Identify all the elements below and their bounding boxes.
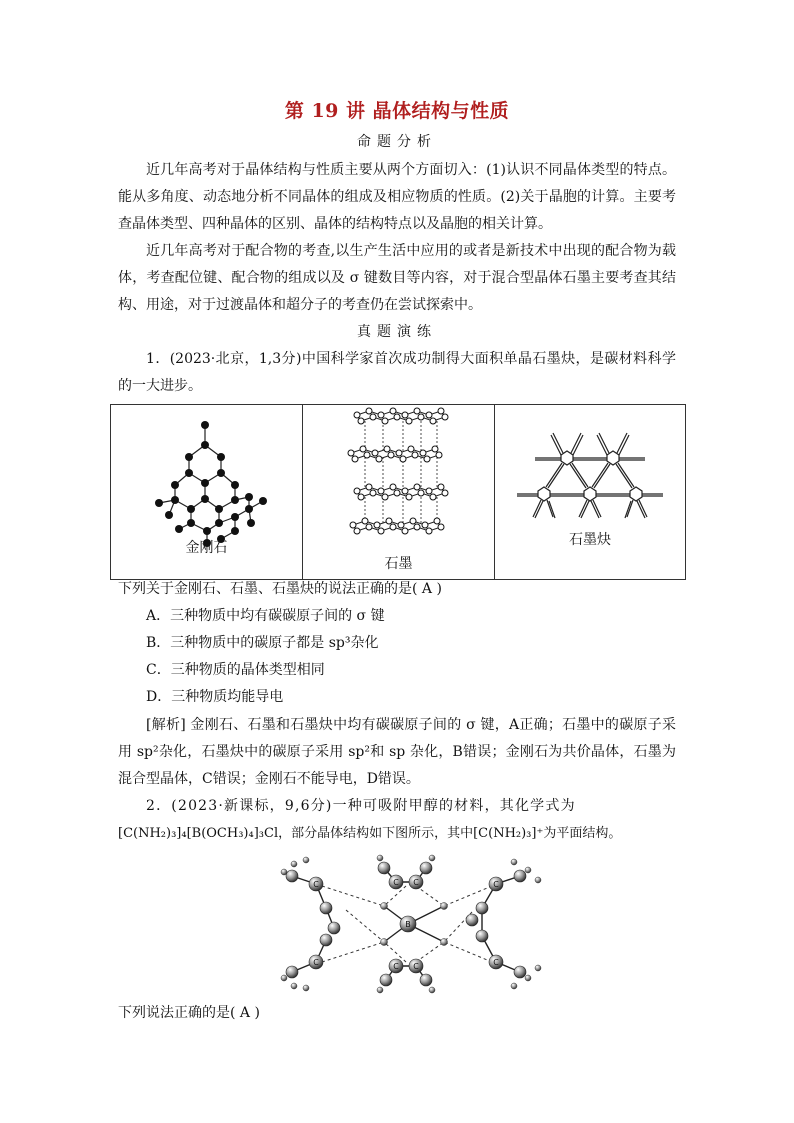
graphdiyne-cell — [495, 405, 685, 579]
diamond-structure-diagram — [111, 405, 302, 555]
boron-label: B — [405, 920, 411, 929]
graphite-caption: 石墨 — [384, 556, 413, 572]
diamond-caption: 金刚石 — [185, 540, 228, 556]
q1-analysis: [解析] 金刚石、石墨和石墨炔中均有碳碳原子间的 σ 键，A正确；石墨中的碳原子采用 sp²杂化，石墨炔中的碳原子采用 sp²和 sp 杂化，B错误；金刚石为共价晶体，石墨为混合型晶体，C错误；金刚石不能导电，D错误。 — [118, 717, 676, 787]
graphite-structure-diagram — [303, 405, 494, 555]
q1-stem: 1．(2023·北京，1,3分)中国科学家首次成功制得大面积单晶石墨炔，是碳材料科学的一大进步。 — [118, 351, 676, 394]
carbon-label: C — [313, 880, 319, 889]
q2-question: 下列说法正确的是( A ) — [118, 1005, 260, 1021]
carbon-label: C — [393, 962, 399, 971]
carbon-label: C — [413, 878, 419, 887]
q1-option-b: B．三种物质中的碳原子都是 sp³杂化 — [146, 635, 379, 651]
section-heading-practice: 真题演练 — [357, 324, 437, 340]
carbon-label: C — [413, 962, 419, 971]
diamond-cell — [111, 405, 303, 579]
q1-option-a: A．三种物质中均有碳碳原子间的 σ 键 — [146, 608, 385, 624]
q1-option-d: D．三种物质均能导电 — [146, 689, 284, 705]
q1-question: 下列关于金刚石、石墨、石墨炔的说法正确的是( A ) — [118, 581, 442, 597]
carbon-label: C — [313, 958, 319, 967]
analysis-paragraph-1: 近几年高考对于晶体结构与性质主要从两个方面切入：(1)认识不同晶体类型的特点。能从多角度、动态地分析不同晶体的组成及相应物质的性质。(2)关于晶胞的计算。主要考查晶体类型、四种晶体的区别、晶体的结构特点以及晶胞的相关计算。 — [118, 162, 676, 232]
q2-stem-line-1: 2．(2023·新课标，9,6分)一种可吸附甲醇的材料，其化学式为 — [146, 798, 576, 814]
graphdiyne-structure-diagram — [495, 405, 685, 535]
carbon-label: C — [493, 880, 499, 889]
graphite-cell — [303, 405, 495, 579]
q2-stem-line-2: [C(NH₂)₃]₄[B(OCH₃)₄]₃Cl，部分晶体结构如下图所示，其中[C(NH₂)₃]⁺为平面结构。 — [118, 826, 622, 841]
q2-crystal-structure-diagram — [276, 850, 548, 996]
page-title: 第 19 讲 晶体结构与性质 — [284, 100, 510, 122]
q1-figure — [110, 404, 686, 580]
analysis-paragraph-2: 近几年高考对于配合物的考查,以生产生活中应用的或者是新技术中出现的配合物为载体，考查配位键、配合物的组成以及 σ 键数目等内容，对于混合型晶体石墨主要考查其结构、用途，对于过渡晶体和超分子的考查仍在尝试探索中。 — [118, 243, 676, 313]
carbon-label: C — [393, 878, 399, 887]
graphdiyne-caption: 石墨炔 — [569, 532, 611, 548]
carbon-label: C — [493, 958, 499, 967]
q1-option-c: C．三种物质的晶体类型相同 — [146, 662, 325, 678]
section-heading-analysis: 命题分析 — [357, 134, 437, 150]
